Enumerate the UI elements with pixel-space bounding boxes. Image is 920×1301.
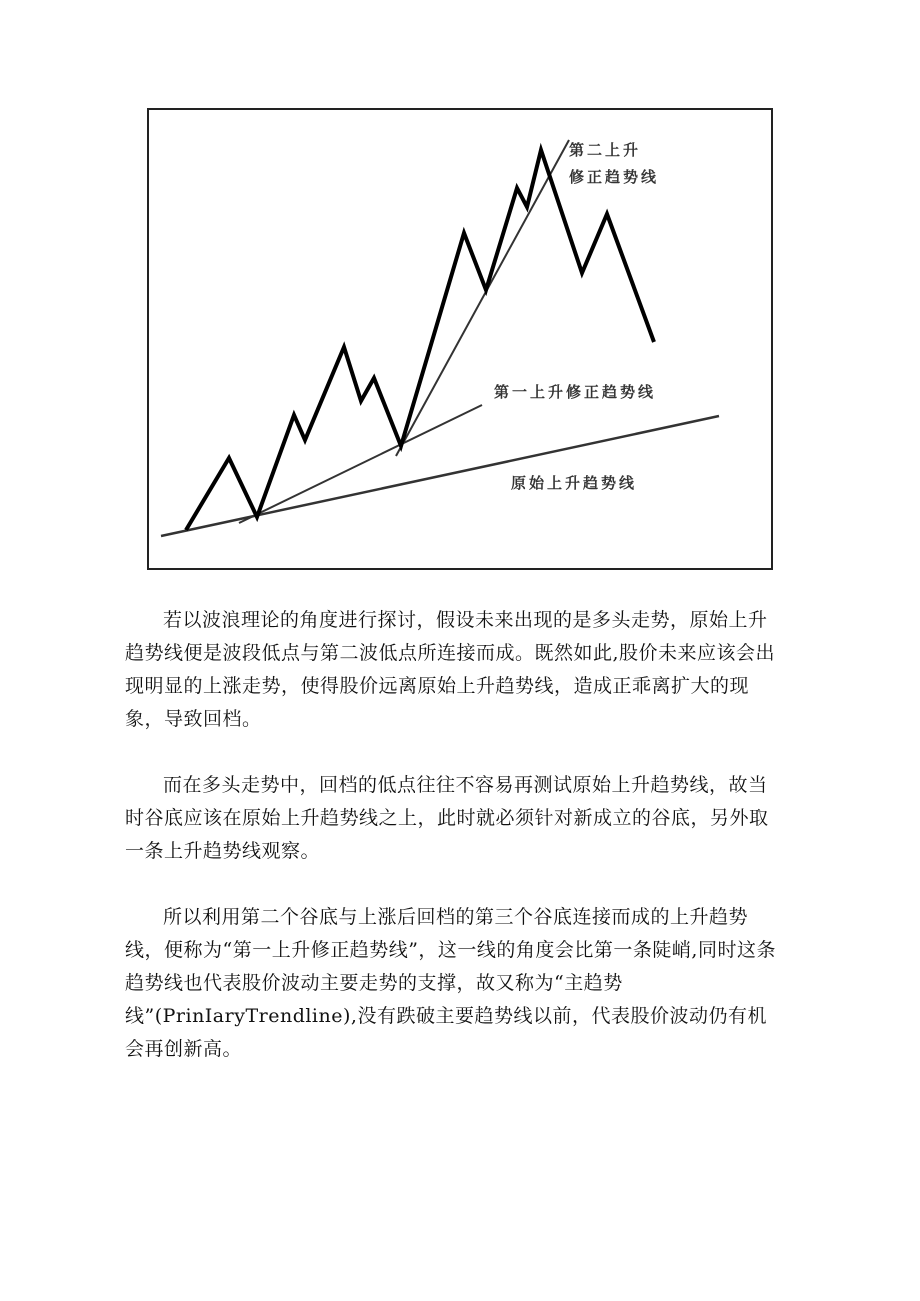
- second-line-label-1: 第二上升: [569, 141, 642, 159]
- paragraph-1: 若以波浪理论的角度进行探讨，假设未来出现的是多头走势，原始上升趋势线便是波段低点与第二波低点所连接而成。既然如此,股价未来应该会出现明显的上涨走势，使得股价远离原始上升趋势线，造成正乖离扩大的现象，导致回档。: [125, 609, 776, 730]
- second-line-label-2: 修正趋势线: [569, 168, 660, 186]
- first-line-label: 第一上升修正趋势线: [494, 383, 657, 401]
- original-line-label: 原始上升趋势线: [511, 474, 638, 492]
- paragraph-3: 所以利用第二个谷底与上涨后回档的第三个谷底连接而成的上升趋势线，便称为“第一上升修正趋势线”，这一线的角度会比第一条陡峭,同时这条趋势线也代表股价波动主要走势的支撑，故又称为“主趋势线”(PrinIaryTrendline),没有跌破主要趋势线以前，代表股价波动仍有机会再创新高。: [125, 906, 776, 1060]
- paragraph-2: 而在多头走势中，回档的低点往往不容易再测试原始上升趋势线，故当时谷底应该在原始上升趋势线之上，此时就必须针对新成立的谷底，另外取一条上升趋势线观察。: [125, 774, 769, 862]
- trendline-diagram: [147, 108, 773, 570]
- trendline-svg: [149, 110, 771, 568]
- second-correction-trendline: [396, 140, 569, 456]
- price-wave-line: [186, 150, 657, 530]
